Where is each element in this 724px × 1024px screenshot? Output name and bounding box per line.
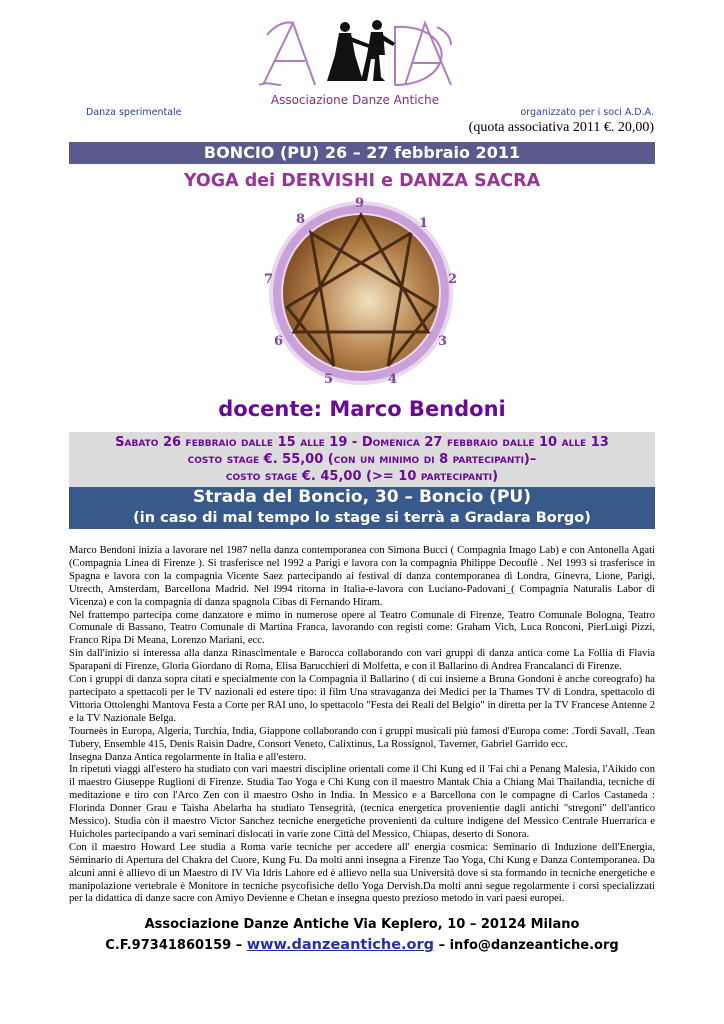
date-location-banner: BONCIO (PU) 26 – 27 febbraio 2011 (69, 142, 655, 164)
website-link[interactable]: www.danzeantiche.org (246, 937, 435, 953)
footer-contact-line (69, 935, 655, 956)
schedule-dates: Sabato 26 febbraio dalle 15 alle 19 - Domenica 27 febbraio dalle 10 alle 13 (115, 435, 609, 450)
bio-paragraph: Con i gruppi di danza sopra citati e specialmente con la Compagnia il Ballarino ( di cui insieme a Bruna Gondoni è anche coreografo) ha partecipato a spettacoli per le TV nazionali ed estere tipo: il film Una stravaganza dei Medici per la Thames TV di Londra, spettacolo di Vittoria Ottolenghi Mantova Festa a Corte per RAI uno, lo spettacolo "Festa dei Reali del Belgio" in diretta per la TV Francese Antenne 2 e la TV Nazionale Belga. (69, 674, 655, 724)
bio-paragraph: In ripetuti viaggi all'estero ha studiato con vari maestri discipline orientali come il Chi Kung ed il 'Fai chi a Penang Malesia, l'Aikido con il maestro Giuseppe Ruglioni di Firenze. Studia Tao Yoga e Chi Kung con il maestro Mantak Chia a Chiang Mai Thailandia, tecniche di meditazione e tiro con l'Arco Zen con il maestro Osho in India. In Messico e a Barcellona con le compagne di Carlos Castaneda : Florinda Donner Grau e Taisha Abelarha ha studiato Tensegrità, (tecnica energetica provenientie dagli antichi "stregoni" dell'antico Messico). Studia còn il maestro Victor Sanchez tecniche energetiche provenienti da culture indigene del Messico Centrale Huerrarica e Huicholes partecipando a vari seminari dislocati in varie zone Città del Messico, Chiapas, deserto di Sonora. (69, 764, 655, 840)
dancers-logo-icon (255, 15, 455, 95)
enneagram-label-4: 4 (388, 372, 398, 387)
bio-paragraph: Tourneès in Europa, Algeria, Turchia, India, Giappone collaborando con i gruppi musicali più famosi d'Europa come: .Tordi Savall, .Tean Tubery, Ensemble 415, Denis Raisin Dadre, Consort Veneto, Calixtinus, La Rossignol, Taverner, Gabriel Garrido ecc. (69, 725, 655, 750)
price-standard: costo stage €. 55,00 (con un minimo di 8 partecipanti)– (187, 452, 537, 467)
bio-paragraph: Nel frattempo partecipa come danzatore e mimo in numerose opere al Teatro Comunale di Firenze, Teatro Comunale Bologna, Teatro Comunale di Bassano, Teatro Comunale di Martina Franca, lavorando con registi come: Graham Vich, Luca Ronconi, PierLuigi Pizzi, Franco Ripa Di Meana, Lorenzo Mariani, ecc. (69, 609, 655, 647)
enneagram-label-8: 8 (296, 212, 306, 227)
schedule-box (69, 432, 655, 488)
enneagram-label-5: 5 (324, 372, 334, 387)
tagline-left: Danza sperimentale (86, 107, 182, 118)
membership-fee: (quota associativa 2011 €. 20,00) (468, 120, 654, 135)
venue-note: (in caso di mal tempo lo stage si terrà a Gradara Borgo) (133, 510, 591, 526)
enneagram-label-6: 6 (274, 334, 284, 349)
enneagram-icon (250, 195, 472, 390)
enneagram-illustration (250, 195, 472, 390)
enneagram-label-9: 9 (355, 196, 365, 211)
enneagram-label-1: 1 (419, 216, 429, 231)
teacher-heading: docente: Marco Bendoni (218, 397, 506, 421)
footer-contacts (69, 915, 655, 956)
bio-paragraph: Con il maestro Howard Lee studia a Roma varie tecniche per accedere all' energia cosmica: Seminario di Induzione dell'Energia, Séminario di Apertura del Chakra del Cuore, Kung Fu. Da molti anni insegna a Firenze Tao Yoga, Chi Kung e Danza Contemporanea. Da alcuni anni è allievo di un Maestro di IV Via Idris Lahore ed è allievo nella sua Università dove si sta formando in tecniche energetiche e manipolazione vertebrale è Monitore in tecniche psycofisiche dello Yoga Dervish.Da molti anni segue regolarmente i corsi specializzati per la didattica di danze sacre con Amiyo Devienne e Chetan e insegna questo prezioso metodo in vari paesi europei. (69, 841, 655, 905)
email-address[interactable]: – info@danzeantiche.org (438, 938, 619, 953)
venue-banner (69, 487, 655, 529)
enneagram-label-3: 3 (438, 334, 448, 349)
price-group: costo stage €. 45,00 (>= 10 partecipanti) (225, 469, 499, 484)
tagline-right: organizzato per i soci A.D.A. (520, 107, 654, 118)
bio-paragraph: Marco Bendoni inizia a lavorare nel 1987 nella danza contemporanea con Simona Bucci ( Compagnia Imago Lab) e con Antonella Agati (Compagnia Linea di Firenze ). Si trasferisce nel 1992 a Parigi e lavora con la compagnia Philippe Decouflè . Nel 1993 si trasferisce in Spagna e lavora con la compagnia Vicente Saez partecipando ai festival di danza contemporanea di Londra, Ginevra, Lione, Parigi, Utrecth, Amsterdam, Barcellona Madrid. Nel l994 ritorna in Italia-e-lavora con Luciano-Padovani_( Compagnia Naturalis Labor di Vicenza) e con la compagnia di danza spagnola Cibas di Fernando Hiram. (69, 545, 655, 608)
footer-address: Associazione Danze Antiche Via Keplero, 10 – 20124 Milano (144, 917, 580, 932)
ada-logo (255, 15, 455, 110)
teacher-biography (69, 545, 655, 906)
bio-paragraph: Sin dall'inizio si interessa alla danza Rinascimentale e Barocca collaborando con vari gruppi di danza antica come La Follia di Flavia Sparapani di Firenze, Gloria Giordano di Roma, Elisa Barucchieri di Molfetta, e con il Ballarino di Andrea Francalanci di Firenze. (69, 648, 655, 673)
logo-caption: Associazione Danze Antiche (270, 93, 440, 107)
enneagram-label-7: 7 (264, 272, 274, 287)
venue-address: Strada del Boncio, 30 – Boncio (PU) (193, 487, 531, 507)
bio-paragraph: Insegna Danza Antica regolarmente in Italia e all'estero. (69, 751, 307, 763)
fiscal-code: C.F.97341860159 – (105, 938, 243, 953)
event-title: YOGA dei DERVISHI e DANZA SACRA (183, 171, 541, 191)
enneagram-label-2: 2 (448, 272, 458, 287)
